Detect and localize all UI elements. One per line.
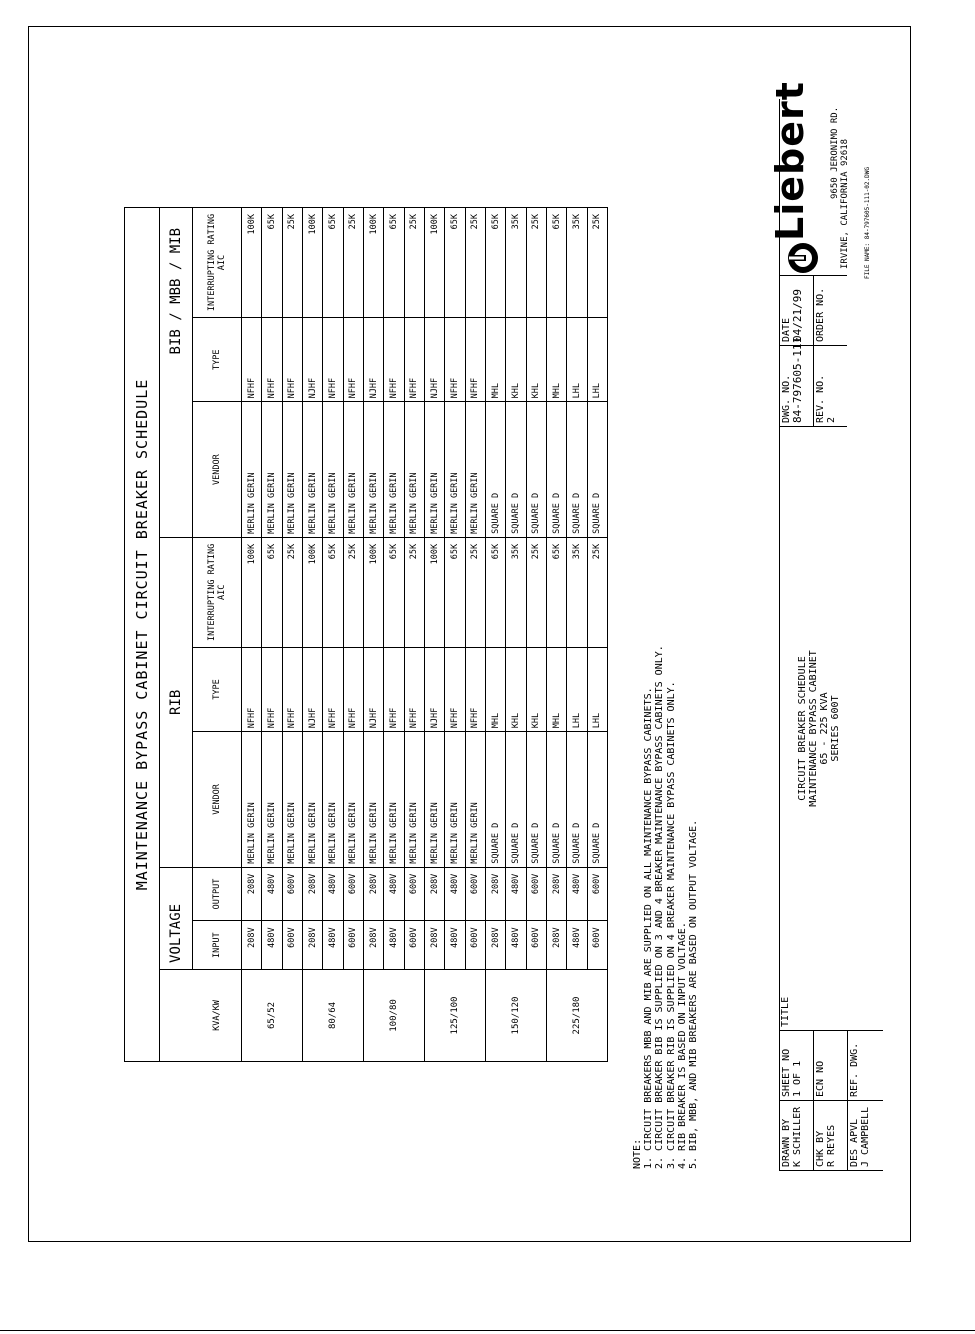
output-voltage-cell: 480V (567, 867, 587, 921)
rib-aic-cell: 35K (506, 537, 526, 647)
output-voltage-cell: 208V (302, 867, 322, 921)
table-row (424, 208, 444, 1062)
bib-aic-cell: 35K (506, 208, 526, 318)
bib-aic-cell: 65K (384, 208, 404, 318)
kva-column-header: KVA/KW (193, 969, 242, 1061)
voltage-group-header: VOLTAGE (160, 867, 193, 969)
bib-aic-cell: 35K (567, 208, 587, 318)
output-voltage-cell: 208V (363, 867, 383, 921)
input-voltage-cell: 480V (384, 921, 404, 970)
rib-vendor-cell: MERLIN GERIN (404, 732, 424, 868)
bib-type-cell: LHL (567, 318, 587, 402)
order-no-label: ORDER NO. (815, 287, 826, 342)
des-apvl-label: DES APVL (849, 1118, 860, 1167)
input-voltage-cell: 600V (526, 921, 546, 970)
date-label: DATE (781, 317, 792, 342)
note-item: 1. CIRCUIT BREAKERS MBB AND MIB ARE SUPPLIED ON ALL MAINTENANCE BYPASS CABINETS. (643, 687, 655, 1169)
table-row (262, 208, 282, 1062)
rib-type-cell: NFHF (282, 647, 302, 731)
table-row (587, 208, 607, 1062)
input-voltage-cell: 480V (506, 921, 526, 970)
rib-vendor-cell: MERLIN GERIN (465, 732, 485, 868)
title-line: MAINTENANCE BYPASS CABINET (808, 650, 819, 807)
rib-vendor-cell: SQUARE D (567, 732, 587, 868)
rib-vendor-cell: MERLIN GERIN (242, 732, 262, 868)
rib-type-cell: LHL (587, 647, 607, 731)
input-voltage-cell: 208V (485, 921, 505, 970)
input-voltage-cell: 208V (424, 921, 444, 970)
rib-aic-cell: 25K (465, 537, 485, 647)
rib-vendor-cell: MERLIN GERIN (262, 732, 282, 868)
rib-type-cell: NFHF (445, 647, 465, 731)
note-item: 3. CIRCUIT BREAKER RIB IS SUPPLIED ON 4 BREAKER MAINTENANCE BYPASS CABINETS ONLY. (665, 681, 677, 1169)
kva-group-cell: 100/80 (363, 969, 424, 1061)
bib-aic-cell: 100K (363, 208, 383, 318)
bib-type-cell: LHL (587, 318, 607, 402)
bib-aic-cell: 65K (323, 208, 343, 318)
des-apvl-box (847, 1101, 883, 1171)
schedule-title: MAINTENANCE BYPASS CABINET CIRCUIT BREAKER SCHEDULE (125, 208, 160, 1062)
bib-type-cell: NFHF (343, 318, 363, 402)
rib-vendor-cell: SQUARE D (526, 732, 546, 868)
bib-vendor-cell: MERLIN GERIN (424, 402, 444, 538)
company-address-line-1: 9650 JERONIMO RD. (830, 106, 840, 199)
output-voltage-cell: 600V (526, 867, 546, 921)
rib-vendor-cell: MERLIN GERIN (343, 732, 363, 868)
bib-aic-cell: 100K (424, 208, 444, 318)
rib-type-cell: MHL (546, 647, 566, 731)
table-row (404, 208, 424, 1062)
kva-header-spacer (160, 969, 193, 1061)
bib-aic-cell: 25K (404, 208, 424, 318)
rib-aic-cell: 100K (242, 537, 262, 647)
bib-aic-cell: 25K (465, 208, 485, 318)
title-line: SERIES 600T (830, 695, 841, 762)
logo-box (768, 81, 850, 276)
kva-group-cell: 225/180 (546, 969, 607, 1061)
table-row (506, 208, 526, 1062)
output-voltage-cell: 480V (323, 867, 343, 921)
rib-vendor-cell: MERLIN GERIN (424, 732, 444, 868)
rib-type-header: TYPE (193, 647, 242, 731)
rib-type-cell: NFHF (384, 647, 404, 731)
input-voltage-cell: 600V (587, 921, 607, 970)
output-voltage-cell: 600V (465, 867, 485, 921)
rib-aic-cell: 65K (262, 537, 282, 647)
rib-aic-cell: 65K (445, 537, 465, 647)
rev-no-value: 2 (826, 416, 837, 423)
bib-type-cell: NFHF (404, 318, 424, 402)
bib-aic-cell: 100K (242, 208, 262, 318)
rib-type-cell: NFHF (262, 647, 282, 731)
dwg-no-label: DWG. NO. (781, 374, 792, 423)
table-row (282, 208, 302, 1062)
bib-type-cell: MHL (546, 318, 566, 402)
bib-vendor-cell: MERLIN GERIN (262, 402, 282, 538)
output-voltage-cell: 600V (587, 867, 607, 921)
rib-vendor-cell: MERLIN GERIN (384, 732, 404, 868)
bib-type-cell: NFHF (465, 318, 485, 402)
rib-type-cell: KHL (526, 647, 546, 731)
rib-type-cell: MHL (485, 647, 505, 731)
title-line: 65 - 225 KVA (819, 692, 830, 765)
chk-by-label: CHK BY (815, 1130, 826, 1167)
bib-aic-cell: 65K (546, 208, 566, 318)
rib-aic-cell: 65K (323, 537, 343, 647)
rib-type-cell: NFHF (343, 647, 363, 731)
drawn-by-label: DRAWN BY (781, 1118, 792, 1167)
output-voltage-cell: 208V (242, 867, 262, 921)
rib-aic-header: INTERRUPTING RATING AIC (193, 537, 242, 647)
rib-vendor-cell: MERLIN GERIN (445, 732, 465, 868)
sheet-no-value: 1 OF 1 (792, 1060, 803, 1097)
rib-aic-cell: 100K (302, 537, 322, 647)
kva-group-cell: 65/52 (242, 969, 303, 1061)
chk-by-value: R REYES (826, 1124, 837, 1167)
chk-by-box (813, 1101, 847, 1171)
rib-aic-cell: 100K (363, 537, 383, 647)
output-voltage-cell: 480V (445, 867, 465, 921)
bib-type-cell: NFHF (242, 318, 262, 402)
bib-type-cell: KHL (506, 318, 526, 402)
table-row (567, 208, 587, 1062)
drawn-by-box (779, 1101, 813, 1171)
input-voltage-cell: 480V (445, 921, 465, 970)
rib-aic-cell: 25K (587, 537, 607, 647)
bib-type-cell: NFHF (262, 318, 282, 402)
ref-dwg-label: REF. DWG. (849, 1042, 860, 1097)
bib-vendor-cell: MERLIN GERIN (445, 402, 465, 538)
order-no-box (813, 276, 847, 346)
rib-vendor-cell: SQUARE D (485, 732, 505, 868)
output-column-header: OUTPUT (193, 867, 242, 921)
output-voltage-cell: 600V (282, 867, 302, 921)
bib-vendor-cell: MERLIN GERIN (282, 402, 302, 538)
table-row (242, 208, 262, 1062)
bib-vendor-cell: MERLIN GERIN (302, 402, 322, 538)
rib-aic-cell: 25K (343, 537, 363, 647)
ecn-no-box (813, 1031, 847, 1101)
bib-vendor-cell: MERLIN GERIN (323, 402, 343, 538)
table-row (485, 208, 505, 1062)
bib-type-cell: NFHF (282, 318, 302, 402)
rib-type-cell: NJHF (424, 647, 444, 731)
table-row (302, 208, 322, 1062)
kva-group-cell: 80/64 (302, 969, 363, 1061)
bib-type-cell: NJHF (302, 318, 322, 402)
bib-type-cell: NFHF (384, 318, 404, 402)
input-voltage-cell: 600V (404, 921, 424, 970)
table-row (445, 208, 465, 1062)
bib-vendor-cell: MERLIN GERIN (404, 402, 424, 538)
date-box (779, 276, 813, 346)
note-item: 4. RIB BREAKER IS BASED ON INPUT VOLTAGE. (676, 922, 688, 1169)
rib-type-cell: NFHF (242, 647, 262, 731)
bib-vendor-cell: SQUARE D (567, 402, 587, 538)
ecn-no-label: ECN NO (815, 1060, 826, 1097)
rib-type-cell: NFHF (465, 647, 485, 731)
schedule-body (242, 208, 608, 1062)
bib-group-header: BIB / MBB / MIB (160, 208, 193, 538)
table-row (526, 208, 546, 1062)
bib-vendor-cell: MERLIN GERIN (384, 402, 404, 538)
output-voltage-cell: 208V (424, 867, 444, 921)
rib-vendor-cell: MERLIN GERIN (363, 732, 383, 868)
table-row (384, 208, 404, 1062)
rib-type-cell: KHL (506, 647, 526, 731)
output-voltage-cell: 208V (485, 867, 505, 921)
table-row (465, 208, 485, 1062)
bib-vendor-cell: MERLIN GERIN (343, 402, 363, 538)
rib-type-cell: NJHF (302, 647, 322, 731)
output-voltage-cell: 480V (262, 867, 282, 921)
rotated-drawing (0, 27, 883, 1243)
output-voltage-cell: 600V (404, 867, 424, 921)
rev-no-label: REV. NO. (815, 374, 826, 423)
page-bottom-rule (0, 1330, 975, 1331)
breaker-schedule-table (124, 207, 608, 1062)
rev-no-box (813, 346, 847, 427)
bib-aic-cell: 25K (526, 208, 546, 318)
bib-type-header: TYPE (193, 318, 242, 402)
bib-aic-cell: 25K (343, 208, 363, 318)
bib-aic-cell: 25K (587, 208, 607, 318)
rib-aic-cell: 65K (384, 537, 404, 647)
input-voltage-cell: 208V (546, 921, 566, 970)
sheet-no-box (779, 1031, 813, 1101)
title-line: CIRCUIT BREAKER SCHEDULE (797, 656, 808, 801)
bib-vendor-cell: SQUARE D (526, 402, 546, 538)
input-voltage-cell: 480V (262, 921, 282, 970)
company-logo-text: Liebert (768, 81, 812, 241)
input-voltage-cell: 480V (323, 921, 343, 970)
bib-aic-cell: 65K (445, 208, 465, 318)
file-name: FILE NAME: 84-797605-111-02.DWG (864, 167, 871, 279)
kva-group-cell: 125/100 (424, 969, 485, 1061)
bib-type-cell: NJHF (363, 318, 383, 402)
rib-vendor-cell: MERLIN GERIN (302, 732, 322, 868)
bib-vendor-header: VENDOR (193, 402, 242, 538)
bib-vendor-cell: SQUARE D (506, 402, 526, 538)
output-voltage-cell: 480V (384, 867, 404, 921)
input-voltage-cell: 208V (242, 921, 262, 970)
bib-vendor-cell: MERLIN GERIN (242, 402, 262, 538)
rib-aic-cell: 35K (567, 537, 587, 647)
liebert-logo-icon (786, 241, 820, 275)
input-voltage-cell: 480V (567, 921, 587, 970)
rib-vendor-header: VENDOR (193, 732, 242, 868)
rib-type-cell: NFHF (323, 647, 343, 731)
rib-type-cell: NFHF (404, 647, 424, 731)
bib-type-cell: NFHF (323, 318, 343, 402)
bib-type-cell: KHL (526, 318, 546, 402)
kva-group-cell: 150/120 (485, 969, 546, 1061)
notes-section (632, 645, 699, 1169)
rib-type-cell: NJHF (363, 647, 383, 731)
bib-aic-header: INTERRUPTING RATING AIC (193, 208, 242, 318)
input-voltage-cell: 600V (282, 921, 302, 970)
notes-heading: NOTE: (632, 1138, 643, 1169)
note-item: 2. CIRCUIT BREAKER BIB IS SUPPLIED ON 3 AND 4 BREAKER MAINTENANCE BYPASS CABINETS ONLY. (654, 645, 666, 1169)
sheet-no-label: SHEET NO (781, 1048, 792, 1097)
table-row (363, 208, 383, 1062)
table-row (323, 208, 343, 1062)
output-voltage-cell: 480V (506, 867, 526, 921)
ref-dwg-box (847, 1031, 883, 1101)
bib-aic-cell: 65K (485, 208, 505, 318)
dwg-no-box (779, 336, 813, 427)
input-voltage-cell: 208V (302, 921, 322, 970)
output-voltage-cell: 600V (343, 867, 363, 921)
company-address-line-2: IRVINE, CALIFORNIA 92618 (840, 138, 850, 269)
input-column-header: INPUT (193, 921, 242, 970)
rib-aic-cell: 65K (485, 537, 505, 647)
bib-aic-cell: 100K (302, 208, 322, 318)
title-label: TITLE (780, 996, 791, 1027)
rib-aic-cell: 25K (282, 537, 302, 647)
rib-vendor-cell: SQUARE D (546, 732, 566, 868)
bib-vendor-cell: SQUARE D (587, 402, 607, 538)
bib-vendor-cell: SQUARE D (546, 402, 566, 538)
input-voltage-cell: 600V (343, 921, 363, 970)
bib-type-cell: MHL (485, 318, 505, 402)
rib-vendor-cell: SQUARE D (587, 732, 607, 868)
rib-group-header: RIB (160, 537, 193, 867)
rib-aic-cell: 65K (546, 537, 566, 647)
date-value: 04/21/99 (791, 289, 804, 342)
bib-vendor-cell: MERLIN GERIN (363, 402, 383, 538)
rib-type-cell: LHL (567, 647, 587, 731)
rib-aic-cell: 100K (424, 537, 444, 647)
bib-aic-cell: 25K (282, 208, 302, 318)
dwg-no-value: 84-797605-111 (791, 336, 804, 423)
bib-aic-cell: 65K (262, 208, 282, 318)
input-voltage-cell: 600V (465, 921, 485, 970)
bib-vendor-cell: SQUARE D (485, 402, 505, 538)
drawn-by-value: K SCHILLER (792, 1106, 803, 1167)
input-voltage-cell: 208V (363, 921, 383, 970)
rib-aic-cell: 25K (404, 537, 424, 647)
note-item: 5. BIB, MBB, AND MIB BREAKERS ARE BASED ON OUTPUT VOLTAGE. (688, 819, 700, 1169)
rib-aic-cell: 25K (526, 537, 546, 647)
bib-type-cell: NJHF (424, 318, 444, 402)
rib-vendor-cell: SQUARE D (506, 732, 526, 868)
bib-vendor-cell: MERLIN GERIN (465, 402, 485, 538)
output-voltage-cell: 208V (546, 867, 566, 921)
bib-type-cell: NFHF (445, 318, 465, 402)
rib-vendor-cell: MERLIN GERIN (282, 732, 302, 868)
des-apvl-value: J CAMPBELL (860, 1106, 871, 1167)
table-row (343, 208, 363, 1062)
table-row (546, 208, 566, 1062)
rib-vendor-cell: MERLIN GERIN (323, 732, 343, 868)
title-box (779, 427, 883, 1031)
